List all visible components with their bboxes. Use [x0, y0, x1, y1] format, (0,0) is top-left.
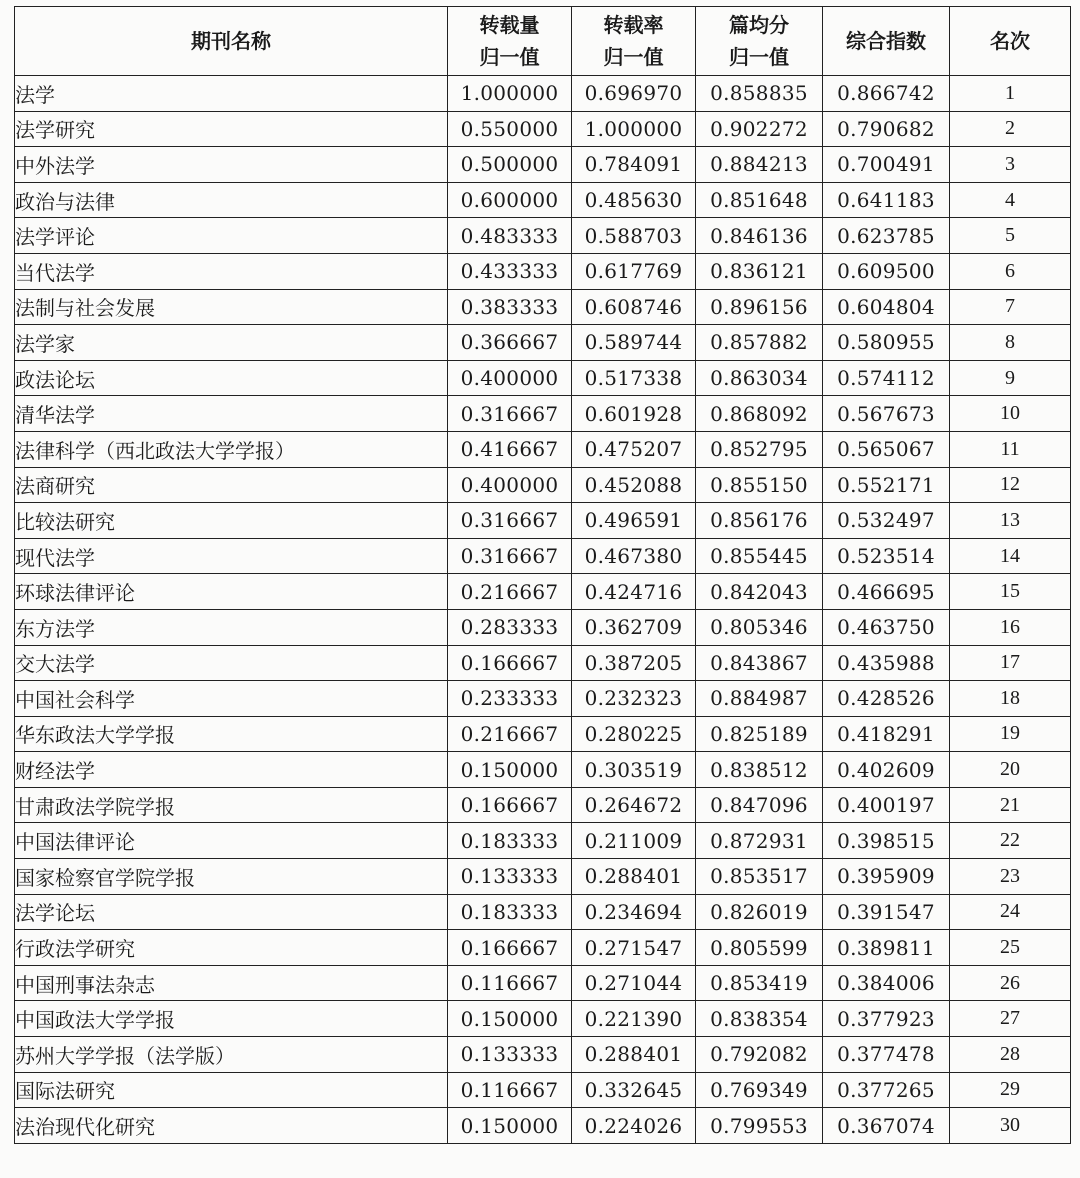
- reprint-count-cell: 1.000000: [448, 76, 572, 112]
- table-row: [15, 645, 1071, 681]
- table-row: [15, 431, 1071, 467]
- reprint-rate-cell: 1.000000: [572, 111, 696, 147]
- rank-cell: 7: [950, 289, 1071, 325]
- reprint-rate-cell: 0.387205: [572, 645, 696, 681]
- reprint-rate-cell: 0.303519: [572, 752, 696, 788]
- rank-cell: 4: [950, 182, 1071, 218]
- reprint-count-cell: 0.166667: [448, 787, 572, 823]
- composite-index-cell: 0.418291: [823, 716, 950, 752]
- journal-name-cell: 国家检察官学院学报: [15, 859, 448, 895]
- rank-cell: 26: [950, 965, 1071, 1001]
- avg-score-cell: 0.872931: [696, 823, 823, 859]
- header-avg-score: 篇均分 归一值: [696, 7, 823, 76]
- composite-index-cell: 0.574112: [823, 360, 950, 396]
- avg-score-cell: 0.805599: [696, 930, 823, 966]
- composite-index-cell: 0.532497: [823, 503, 950, 539]
- rank-cell: 8: [950, 325, 1071, 361]
- journal-name-cell: 法学研究: [15, 111, 448, 147]
- avg-score-cell: 0.843867: [696, 645, 823, 681]
- reprint-rate-cell: 0.601928: [572, 396, 696, 432]
- composite-index-cell: 0.400197: [823, 787, 950, 823]
- reprint-rate-cell: 0.784091: [572, 147, 696, 183]
- rank-cell: 16: [950, 609, 1071, 645]
- header-journal-name: 期刊名称: [15, 7, 448, 76]
- reprint-count-cell: 0.283333: [448, 609, 572, 645]
- reprint-count-cell: 0.150000: [448, 1108, 572, 1144]
- avg-score-cell: 0.851648: [696, 182, 823, 218]
- header-reprint-rate: 转载率 归一值: [572, 7, 696, 76]
- reprint-rate-cell: 0.232323: [572, 681, 696, 717]
- reprint-count-cell: 0.400000: [448, 467, 572, 503]
- composite-index-cell: 0.567673: [823, 396, 950, 432]
- reprint-rate-cell: 0.588703: [572, 218, 696, 254]
- rank-cell: 10: [950, 396, 1071, 432]
- reprint-rate-cell: 0.452088: [572, 467, 696, 503]
- reprint-count-cell: 0.433333: [448, 253, 572, 289]
- reprint-rate-cell: 0.467380: [572, 538, 696, 574]
- composite-index-cell: 0.523514: [823, 538, 950, 574]
- table-row: [15, 752, 1071, 788]
- journal-name-cell: 政法论坛: [15, 360, 448, 396]
- avg-score-cell: 0.884213: [696, 147, 823, 183]
- table-row: [15, 894, 1071, 930]
- reprint-rate-cell: 0.424716: [572, 574, 696, 610]
- reprint-count-cell: 0.216667: [448, 574, 572, 610]
- rank-cell: 3: [950, 147, 1071, 183]
- header-rank: 名次: [950, 7, 1071, 76]
- table-row: [15, 681, 1071, 717]
- avg-score-cell: 0.847096: [696, 787, 823, 823]
- avg-score-cell: 0.858835: [696, 76, 823, 112]
- avg-score-cell: 0.846136: [696, 218, 823, 254]
- rank-cell: 11: [950, 431, 1071, 467]
- journal-name-cell: 现代法学: [15, 538, 448, 574]
- avg-score-cell: 0.856176: [696, 503, 823, 539]
- table-header: [15, 7, 1071, 76]
- composite-index-cell: 0.790682: [823, 111, 950, 147]
- avg-score-cell: 0.792082: [696, 1037, 823, 1073]
- rank-cell: 28: [950, 1037, 1071, 1073]
- journal-name-cell: 法学家: [15, 325, 448, 361]
- reprint-rate-cell: 0.475207: [572, 431, 696, 467]
- avg-score-cell: 0.902272: [696, 111, 823, 147]
- table-row: [15, 1108, 1071, 1144]
- reprint-rate-cell: 0.696970: [572, 76, 696, 112]
- journal-name-cell: 交大法学: [15, 645, 448, 681]
- journal-name-cell: 国际法研究: [15, 1072, 448, 1108]
- composite-index-cell: 0.435988: [823, 645, 950, 681]
- journal-name-cell: 中国法律评论: [15, 823, 448, 859]
- avg-score-cell: 0.853419: [696, 965, 823, 1001]
- reprint-rate-cell: 0.264672: [572, 787, 696, 823]
- rank-cell: 9: [950, 360, 1071, 396]
- reprint-count-cell: 0.550000: [448, 111, 572, 147]
- reprint-count-cell: 0.133333: [448, 1037, 572, 1073]
- composite-index-cell: 0.367074: [823, 1108, 950, 1144]
- avg-score-cell: 0.826019: [696, 894, 823, 930]
- composite-index-cell: 0.866742: [823, 76, 950, 112]
- table-row: [15, 859, 1071, 895]
- reprint-count-cell: 0.316667: [448, 503, 572, 539]
- avg-score-cell: 0.799553: [696, 1108, 823, 1144]
- rank-cell: 19: [950, 716, 1071, 752]
- reprint-rate-cell: 0.271547: [572, 930, 696, 966]
- avg-score-cell: 0.857882: [696, 325, 823, 361]
- table-row: [15, 823, 1071, 859]
- table-row: [15, 574, 1071, 610]
- rank-cell: 14: [950, 538, 1071, 574]
- reprint-count-cell: 0.316667: [448, 538, 572, 574]
- reprint-count-cell: 0.166667: [448, 645, 572, 681]
- composite-index-cell: 0.402609: [823, 752, 950, 788]
- reprint-rate-cell: 0.608746: [572, 289, 696, 325]
- table-row: [15, 965, 1071, 1001]
- rank-cell: 13: [950, 503, 1071, 539]
- table-row: [15, 360, 1071, 396]
- table-row: [15, 716, 1071, 752]
- rank-cell: 18: [950, 681, 1071, 717]
- reprint-rate-cell: 0.224026: [572, 1108, 696, 1144]
- table-row: [15, 787, 1071, 823]
- rank-cell: 29: [950, 1072, 1071, 1108]
- composite-index-cell: 0.552171: [823, 467, 950, 503]
- reprint-rate-cell: 0.362709: [572, 609, 696, 645]
- reprint-rate-cell: 0.485630: [572, 182, 696, 218]
- reprint-rate-cell: 0.271044: [572, 965, 696, 1001]
- composite-index-cell: 0.428526: [823, 681, 950, 717]
- avg-score-cell: 0.838512: [696, 752, 823, 788]
- journal-name-cell: 法治现代化研究: [15, 1108, 448, 1144]
- table-body: [15, 76, 1071, 1144]
- reprint-rate-cell: 0.280225: [572, 716, 696, 752]
- reprint-count-cell: 0.383333: [448, 289, 572, 325]
- reprint-count-cell: 0.400000: [448, 360, 572, 396]
- table-row: [15, 396, 1071, 432]
- reprint-count-cell: 0.133333: [448, 859, 572, 895]
- avg-score-cell: 0.868092: [696, 396, 823, 432]
- reprint-count-cell: 0.150000: [448, 1001, 572, 1037]
- rank-cell: 17: [950, 645, 1071, 681]
- reprint-rate-cell: 0.288401: [572, 859, 696, 895]
- reprint-rate-cell: 0.589744: [572, 325, 696, 361]
- table-row: [15, 253, 1071, 289]
- avg-score-cell: 0.884987: [696, 681, 823, 717]
- reprint-count-cell: 0.483333: [448, 218, 572, 254]
- composite-index-cell: 0.384006: [823, 965, 950, 1001]
- journal-name-cell: 政治与法律: [15, 182, 448, 218]
- avg-score-cell: 0.838354: [696, 1001, 823, 1037]
- rank-cell: 6: [950, 253, 1071, 289]
- rank-cell: 2: [950, 111, 1071, 147]
- header-reprint-count: 转载量 归一值: [448, 7, 572, 76]
- composite-index-cell: 0.398515: [823, 823, 950, 859]
- composite-index-cell: 0.641183: [823, 182, 950, 218]
- avg-score-cell: 0.836121: [696, 253, 823, 289]
- header-row: [15, 7, 1071, 76]
- composite-index-cell: 0.604804: [823, 289, 950, 325]
- journal-name-cell: 中外法学: [15, 147, 448, 183]
- journal-name-cell: 环球法律评论: [15, 574, 448, 610]
- rank-cell: 22: [950, 823, 1071, 859]
- table-row: [15, 538, 1071, 574]
- journal-name-cell: 清华法学: [15, 396, 448, 432]
- reprint-rate-cell: 0.288401: [572, 1037, 696, 1073]
- table-row: [15, 1037, 1071, 1073]
- composite-index-cell: 0.565067: [823, 431, 950, 467]
- journal-name-cell: 苏州大学学报（法学版）: [15, 1037, 448, 1073]
- avg-score-cell: 0.805346: [696, 609, 823, 645]
- avg-score-cell: 0.896156: [696, 289, 823, 325]
- table-row: [15, 111, 1071, 147]
- reprint-rate-cell: 0.221390: [572, 1001, 696, 1037]
- reprint-count-cell: 0.116667: [448, 965, 572, 1001]
- reprint-rate-cell: 0.617769: [572, 253, 696, 289]
- journal-name-cell: 中国社会科学: [15, 681, 448, 717]
- reprint-rate-cell: 0.517338: [572, 360, 696, 396]
- journal-name-cell: 华东政法大学学报: [15, 716, 448, 752]
- composite-index-cell: 0.623785: [823, 218, 950, 254]
- journal-name-cell: 法学评论: [15, 218, 448, 254]
- reprint-count-cell: 0.216667: [448, 716, 572, 752]
- journal-name-cell: 法学: [15, 76, 448, 112]
- composite-index-cell: 0.395909: [823, 859, 950, 895]
- composite-index-cell: 0.389811: [823, 930, 950, 966]
- table-row: [15, 289, 1071, 325]
- journal-name-cell: 比较法研究: [15, 503, 448, 539]
- composite-index-cell: 0.377478: [823, 1037, 950, 1073]
- composite-index-cell: 0.700491: [823, 147, 950, 183]
- composite-index-cell: 0.377923: [823, 1001, 950, 1037]
- rank-cell: 21: [950, 787, 1071, 823]
- journal-name-cell: 财经法学: [15, 752, 448, 788]
- reprint-count-cell: 0.416667: [448, 431, 572, 467]
- avg-score-cell: 0.863034: [696, 360, 823, 396]
- journal-name-cell: 东方法学: [15, 609, 448, 645]
- journal-name-cell: 甘肃政法学院学报: [15, 787, 448, 823]
- reprint-rate-cell: 0.211009: [572, 823, 696, 859]
- composite-index-cell: 0.466695: [823, 574, 950, 610]
- rank-cell: 27: [950, 1001, 1071, 1037]
- rank-cell: 12: [950, 467, 1071, 503]
- journal-name-cell: 中国刑事法杂志: [15, 965, 448, 1001]
- composite-index-cell: 0.391547: [823, 894, 950, 930]
- reprint-count-cell: 0.116667: [448, 1072, 572, 1108]
- reprint-count-cell: 0.600000: [448, 182, 572, 218]
- rank-cell: 5: [950, 218, 1071, 254]
- avg-score-cell: 0.855445: [696, 538, 823, 574]
- reprint-count-cell: 0.150000: [448, 752, 572, 788]
- reprint-count-cell: 0.366667: [448, 325, 572, 361]
- table-row: [15, 76, 1071, 112]
- table-row: [15, 182, 1071, 218]
- table-row: [15, 147, 1071, 183]
- table-row: [15, 930, 1071, 966]
- composite-index-cell: 0.580955: [823, 325, 950, 361]
- rank-cell: 25: [950, 930, 1071, 966]
- avg-score-cell: 0.825189: [696, 716, 823, 752]
- journal-name-cell: 当代法学: [15, 253, 448, 289]
- reprint-rate-cell: 0.234694: [572, 894, 696, 930]
- avg-score-cell: 0.842043: [696, 574, 823, 610]
- composite-index-cell: 0.377265: [823, 1072, 950, 1108]
- reprint-count-cell: 0.166667: [448, 930, 572, 966]
- avg-score-cell: 0.853517: [696, 859, 823, 895]
- header-composite-index: 综合指数: [823, 7, 950, 76]
- rank-cell: 23: [950, 859, 1071, 895]
- reprint-rate-cell: 0.496591: [572, 503, 696, 539]
- avg-score-cell: 0.855150: [696, 467, 823, 503]
- reprint-count-cell: 0.316667: [448, 396, 572, 432]
- journal-name-cell: 行政法学研究: [15, 930, 448, 966]
- reprint-count-cell: 0.183333: [448, 823, 572, 859]
- composite-index-cell: 0.609500: [823, 253, 950, 289]
- table-row: [15, 503, 1071, 539]
- journal-name-cell: 法商研究: [15, 467, 448, 503]
- rank-cell: 24: [950, 894, 1071, 930]
- reprint-count-cell: 0.183333: [448, 894, 572, 930]
- reprint-count-cell: 0.233333: [448, 681, 572, 717]
- journal-name-cell: 中国政法大学学报: [15, 1001, 448, 1037]
- table-row: [15, 1072, 1071, 1108]
- table-row: [15, 467, 1071, 503]
- journal-ranking-table: [14, 6, 1071, 1144]
- avg-score-cell: 0.852795: [696, 431, 823, 467]
- reprint-count-cell: 0.500000: [448, 147, 572, 183]
- reprint-rate-cell: 0.332645: [572, 1072, 696, 1108]
- journal-name-cell: 法学论坛: [15, 894, 448, 930]
- journal-name-cell: 法制与社会发展: [15, 289, 448, 325]
- table-row: [15, 1001, 1071, 1037]
- rank-cell: 30: [950, 1108, 1071, 1144]
- journal-name-cell: 法律科学（西北政法大学学报）: [15, 431, 448, 467]
- table-row: [15, 325, 1071, 361]
- table-row: [15, 218, 1071, 254]
- rank-cell: 20: [950, 752, 1071, 788]
- table-row: [15, 609, 1071, 645]
- rank-cell: 1: [950, 76, 1071, 112]
- avg-score-cell: 0.769349: [696, 1072, 823, 1108]
- rank-cell: 15: [950, 574, 1071, 610]
- composite-index-cell: 0.463750: [823, 609, 950, 645]
